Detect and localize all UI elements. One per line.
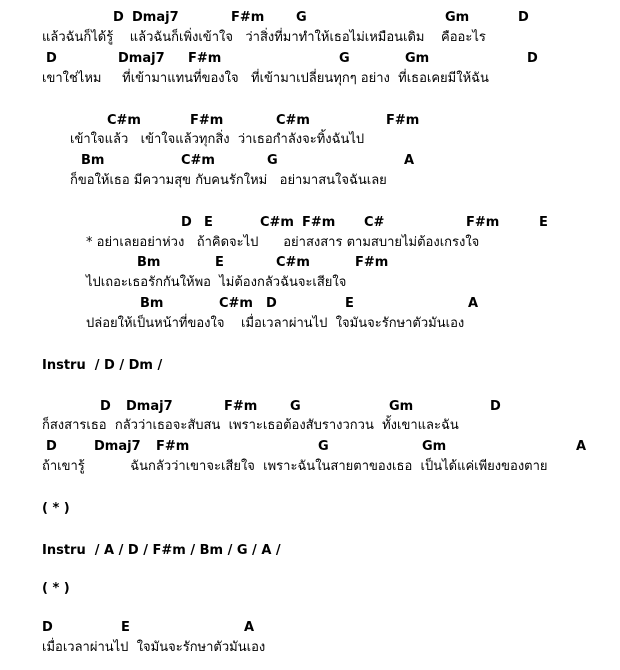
chord: Dmaj7	[132, 10, 179, 25]
chord: Dmaj7	[118, 51, 165, 66]
chord: G	[339, 51, 350, 66]
chord: E	[204, 215, 213, 230]
chord: D	[100, 399, 111, 414]
chord: D	[527, 51, 538, 66]
chord: C#m	[181, 153, 215, 168]
chord: Bm	[137, 255, 161, 270]
chord: G	[267, 153, 278, 168]
chord: Gm	[422, 439, 447, 454]
chord: C#m	[260, 215, 294, 230]
lyric-line: ปล่อยให้เป็นหน้าที่ของใจ เมื่อเวลาผ่านไป ใจมันจะรักษาตัวมันเอง	[86, 316, 465, 331]
chord: F#m	[355, 255, 389, 270]
chord: D	[518, 10, 529, 25]
chord: F#m	[188, 51, 222, 66]
chord: Gm	[405, 51, 430, 66]
lyric-line: * อย่าเลยอย่าห่วง ถ้าคิดจะไป อย่าสงสาร ตามสบายไม่ต้องเกรงใจ	[86, 235, 480, 250]
chord: C#	[364, 215, 385, 230]
chorus-repeat-2-label: ( * )	[42, 581, 70, 596]
chord: E	[345, 296, 354, 311]
lyric-line: ไปเถอะเธอรักกันให้พอ ไม่ต้องกลัวฉันจะเสียใจ	[86, 275, 347, 290]
chord: Dmaj7	[126, 399, 173, 414]
chord: A	[576, 439, 587, 454]
chord: A	[404, 153, 415, 168]
lyric-line: เมื่อเวลาผ่านไป ใจมันจะรักษาตัวมันเอง	[42, 640, 266, 655]
chord: F#m	[156, 439, 190, 454]
chord: F#m	[386, 113, 420, 128]
chord: C#m	[276, 255, 310, 270]
chord: Bm	[140, 296, 164, 311]
chorus-repeat-1-label: ( * )	[42, 501, 70, 516]
chord: G	[296, 10, 307, 25]
lyric-line: ถ้าเขารู้ ฉันกลัวว่าเขาจะเสียใจ เพราะฉันในสายตาของเธอ เป็นได้แค่เพียงของตาย	[42, 459, 548, 474]
chord: D	[46, 51, 57, 66]
chord: E	[539, 215, 548, 230]
chord: D	[46, 439, 57, 454]
chord: D	[113, 10, 124, 25]
chord: C#m	[276, 113, 310, 128]
chord: D	[42, 620, 53, 635]
chord: E	[215, 255, 224, 270]
chord: D	[266, 296, 277, 311]
chord: Bm	[81, 153, 105, 168]
chord: C#m	[107, 113, 141, 128]
chord: F#m	[190, 113, 224, 128]
chord: F#m	[466, 215, 500, 230]
lyric-line: เขาใช่ไหม ที่เข้ามาแทนที่ของใจ ที่เข้ามาเปลี่ยนทุกๆ อย่าง ที่เธอเคยมีให้ฉัน	[42, 71, 489, 86]
chord: E	[121, 620, 130, 635]
chord: A	[244, 620, 255, 635]
chord: G	[318, 439, 329, 454]
chord: Gm	[445, 10, 470, 25]
lyric-line: แล้วฉันก็ได้รู้ แล้วฉันก็เพิ่งเข้าใจ ว่าสิ่งที่มาทำให้เธอไม่เหมือนเดิม คืออะไร	[42, 30, 486, 45]
chord: Dmaj7	[94, 439, 141, 454]
lyric-line: เข้าใจแล้ว เข้าใจแล้วทุกสิ่ง ว่าเธอกำลังจะทิ้งฉันไป	[70, 132, 365, 147]
chord: C#m	[219, 296, 253, 311]
chord: F#m	[302, 215, 336, 230]
chord: A	[468, 296, 479, 311]
lyric-line: ก็ขอให้เธอ มีความสุข กับคนรักใหม่ อย่ามาสนใจฉันเลย	[70, 173, 387, 188]
chord: Gm	[389, 399, 414, 414]
chord: D	[490, 399, 501, 414]
chord: G	[290, 399, 301, 414]
instrumental-1-label: Instru / D / Dm /	[42, 358, 163, 373]
chord: F#m	[231, 10, 265, 25]
chord: D	[181, 215, 192, 230]
instrumental-2-label: Instru / A / D / F#m / Bm / G / A /	[42, 543, 281, 558]
chord: F#m	[224, 399, 258, 414]
lyric-line: ก็สงสารเธอ กลัวว่าเธอจะสับสน เพราะเธอต้องสับรางวกวน ทั้งเขาและฉัน	[42, 418, 459, 433]
